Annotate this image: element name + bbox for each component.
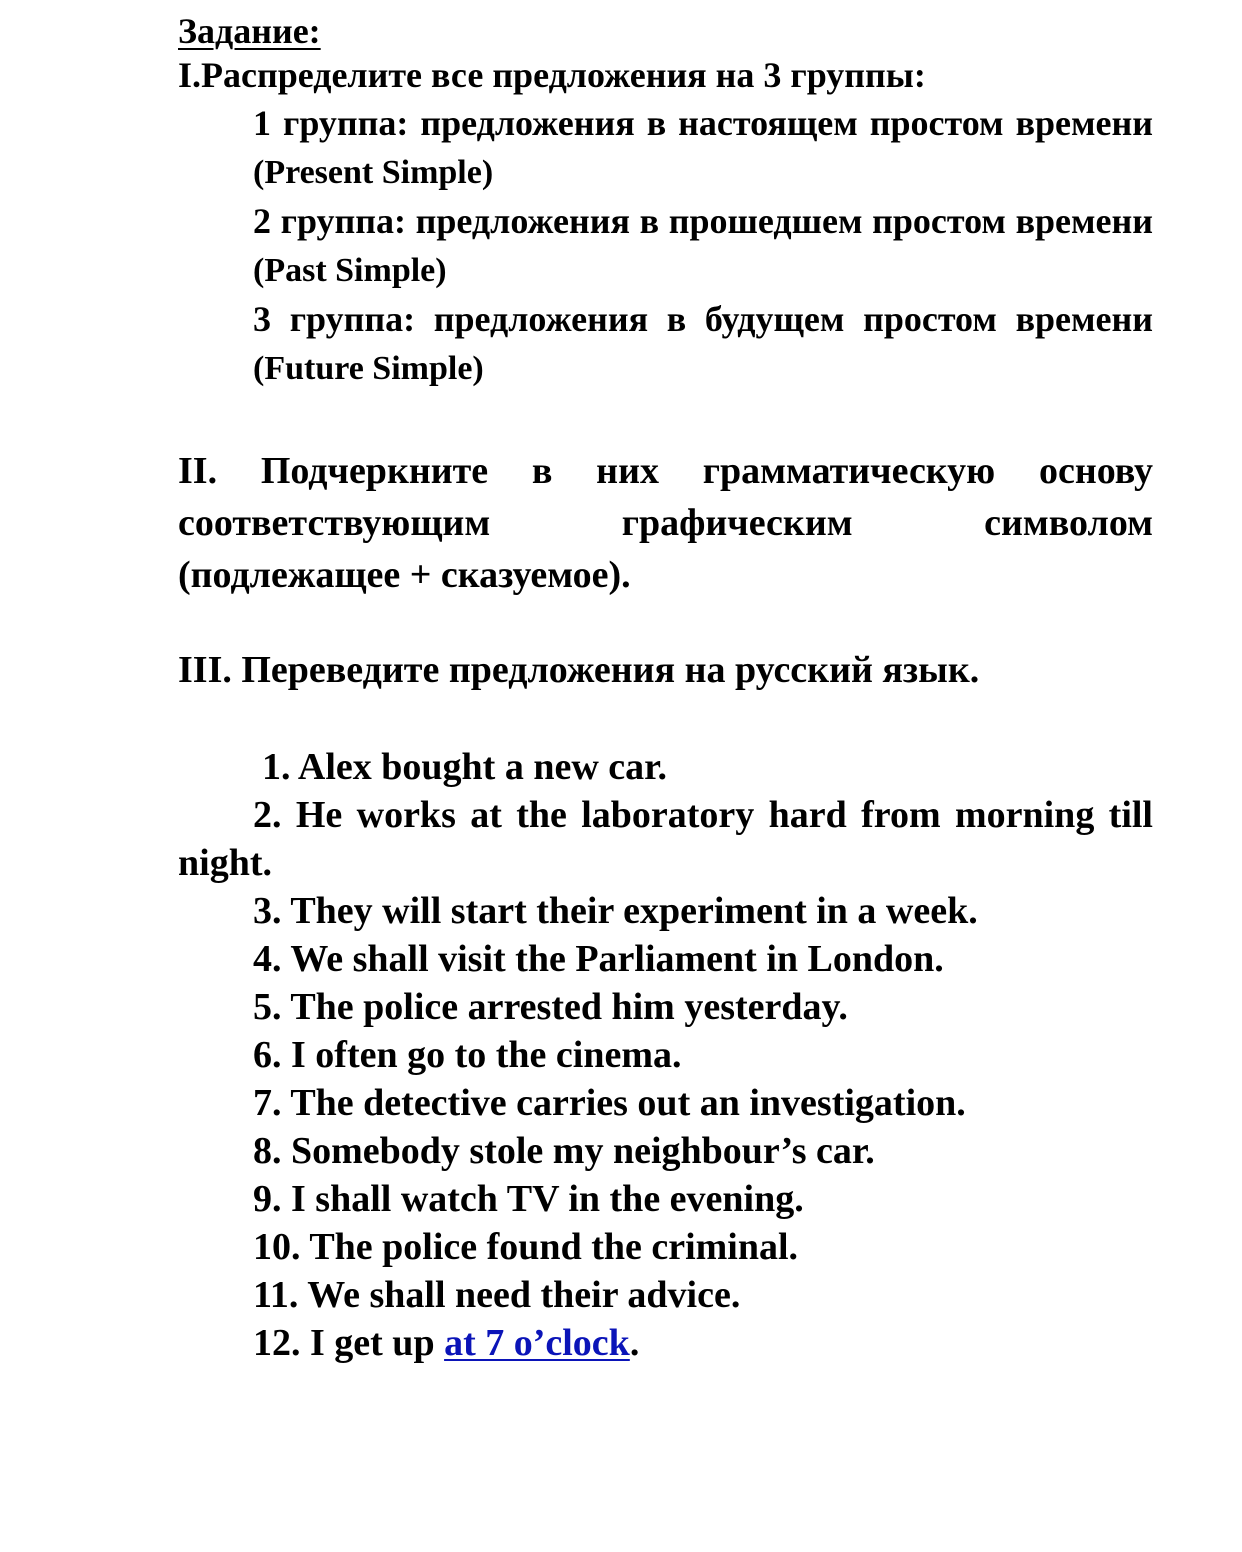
group-text: 2 группа: предложения в прошедшем простом времени xyxy=(253,201,1153,241)
sentence-item: 4. We shall visit the Parliament in London. xyxy=(253,938,944,980)
sentence-item: 10. The police found the criminal. xyxy=(253,1226,799,1268)
task-three-heading: III. Переведите предложения на русский язык. xyxy=(178,649,980,691)
sentence-item: 8. Somebody stole my neighbour’s car. xyxy=(253,1130,875,1172)
sentence-item: 9. I shall watch TV in the evening. xyxy=(253,1178,804,1220)
group-item xyxy=(253,197,1153,295)
sentence-list xyxy=(178,743,1153,1367)
sentence-text: 12. I get up xyxy=(253,1322,445,1364)
group-tense: (Present Simple) xyxy=(253,154,494,191)
group-tense: (Past Simple) xyxy=(253,252,447,289)
sentence-item: 1. Alex bought a new car. xyxy=(262,746,668,788)
group-text: 3 группа: предложения в будущем простом времени xyxy=(253,299,1153,339)
sentence-item xyxy=(178,1319,1153,1367)
group-item xyxy=(253,295,1153,393)
sentence-period: . xyxy=(629,1322,640,1364)
time-link[interactable]: at 7 o’clock xyxy=(444,1322,630,1364)
sentence-item: 5. The police arrested him yesterday. xyxy=(253,986,848,1028)
sentence-item: 6. I often go to the cinema. xyxy=(253,1034,682,1076)
sentence-item: 7. The detective carries out an investigation. xyxy=(253,1082,966,1124)
task-two-line: II. Подчеркните в них грамматическую основу xyxy=(178,450,1153,492)
task-two-line: соответствующим графическим символом xyxy=(178,502,1153,544)
sentence-item: 3. They will start their experiment in a week. xyxy=(253,890,978,932)
group-item xyxy=(253,99,1153,197)
group-text: 1 группа: предложения в настоящем простом времени xyxy=(253,103,1153,143)
task-one-heading: I.Распределите все предложения на 3 группы: xyxy=(178,55,926,95)
sentence-item: 11. We shall need their advice. xyxy=(253,1274,741,1316)
document-page xyxy=(178,0,1153,1367)
sentence-item: 2. He works at the laboratory hard from morning till night. xyxy=(178,794,1153,884)
task-two-line: (подлежащее + сказуемое). xyxy=(178,554,631,596)
group-tense: (Future Simple) xyxy=(253,350,484,387)
page-title: Задание: xyxy=(178,11,321,51)
task-two-instruction xyxy=(178,445,1153,601)
